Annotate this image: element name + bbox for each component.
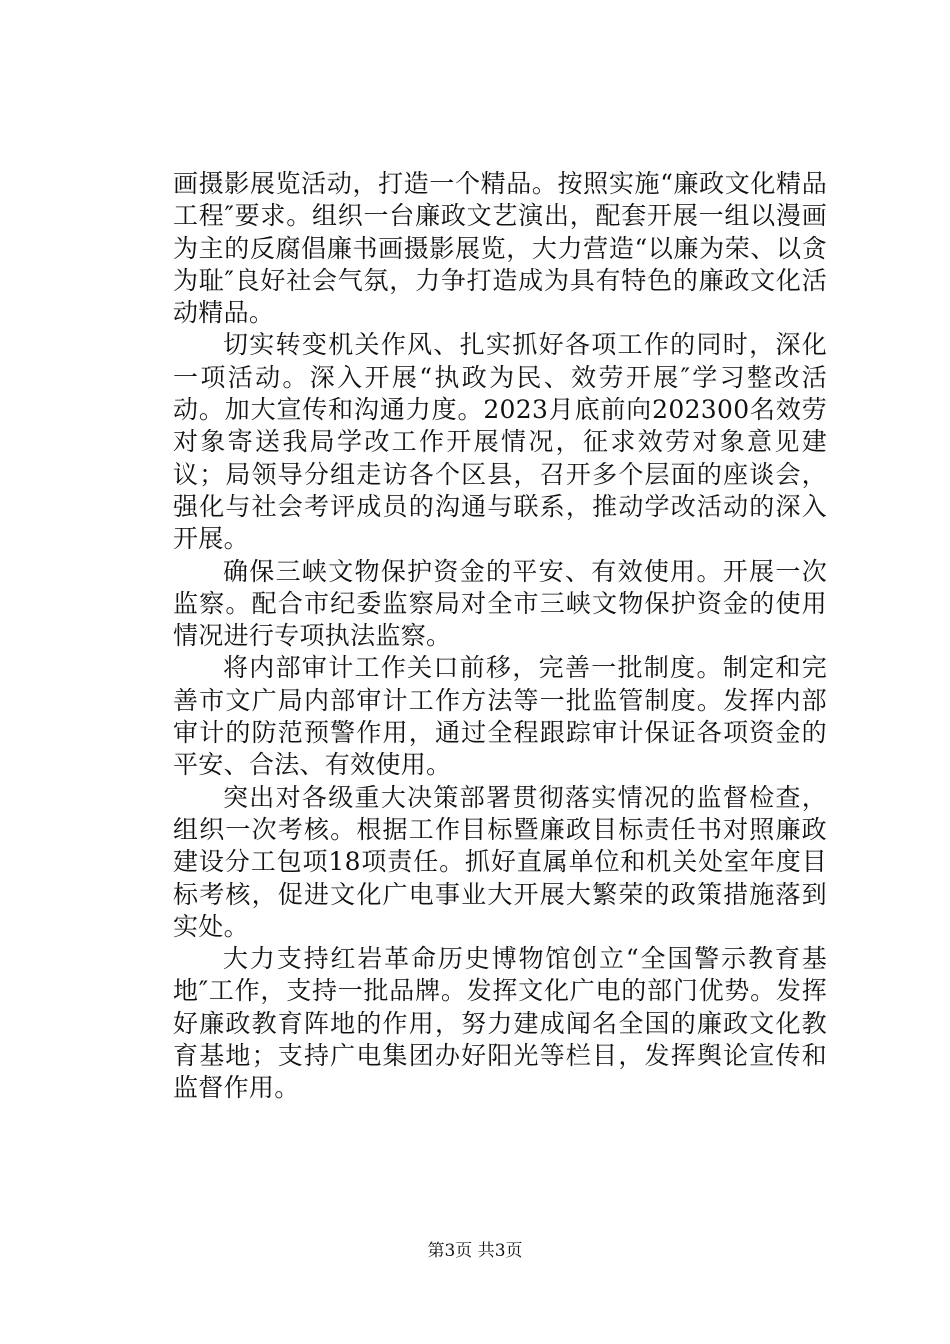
document-body (173, 168, 827, 1105)
paragraph-relic-funds: 确保三峡文物保护资金的平安、有效使用。开展一次监察。配合市纪委监察局对全市三峡文物保护资金的使用情况进行专项执法监察。 (173, 556, 827, 651)
page-footer: 第3页 共3页 (427, 1241, 523, 1261)
paragraph-supervision: 突出对各级重大决策部署贯彻落实情况的监督检查，组织一次考核。根据工作目标暨廉政目标责任书对照廉政建设分工包项18项责任。抓好直属单位和机关处室年度目标考核，促进文化广电事业大开展大繁荣的政策措施落到实处。 (173, 782, 827, 941)
paragraph-internal-audit: 将内部审计工作关口前移，完善一批制度。制定和完善市文广局内部审计工作方法等一批监管制度。发挥内部审计的防范预警作用，通过全程跟踪审计保证各项资金的平安、合法、有效使用。 (173, 653, 827, 780)
paragraph-continuation: 画摄影展览活动，打造一个精品。按照实施“廉政文化精品工程″要求。组织一台廉政文艺演出，配套开展一组以漫画为主的反腐倡廉书画摄影展览，大力营造“以廉为荣、以贪为耻″良好社会气氛，力争打造成为具有特色的廉政文化活动精品。 (173, 169, 827, 328)
paragraph-work-style: 切实转变机关作风、扎实抓好各项工作的同时，深化一项活动。深入开展“执政为民、效劳开展″学习整改活动。加大宣传和沟通力度。2023月底前向202300名效劳对象寄送我局学改工作开展情况，征求效劳对象意见建议；局领导分组走访各个区县，召开多个层面的座谈会，强化与社会考评成员的沟通与联系，推动学改活动的深入开展。 (173, 330, 827, 554)
paragraph-brand-support: 大力支持红岩革命历史博物馆创立“全国警示教育基地″工作，支持一批品牌。发挥文化广电的部门优势。发挥好廉政教育阵地的作用，努力建成闻名全国的廉政文化教育基地；支持广电集团办好阳光等栏目，发挥舆论宣传和监督作用。 (173, 944, 827, 1103)
